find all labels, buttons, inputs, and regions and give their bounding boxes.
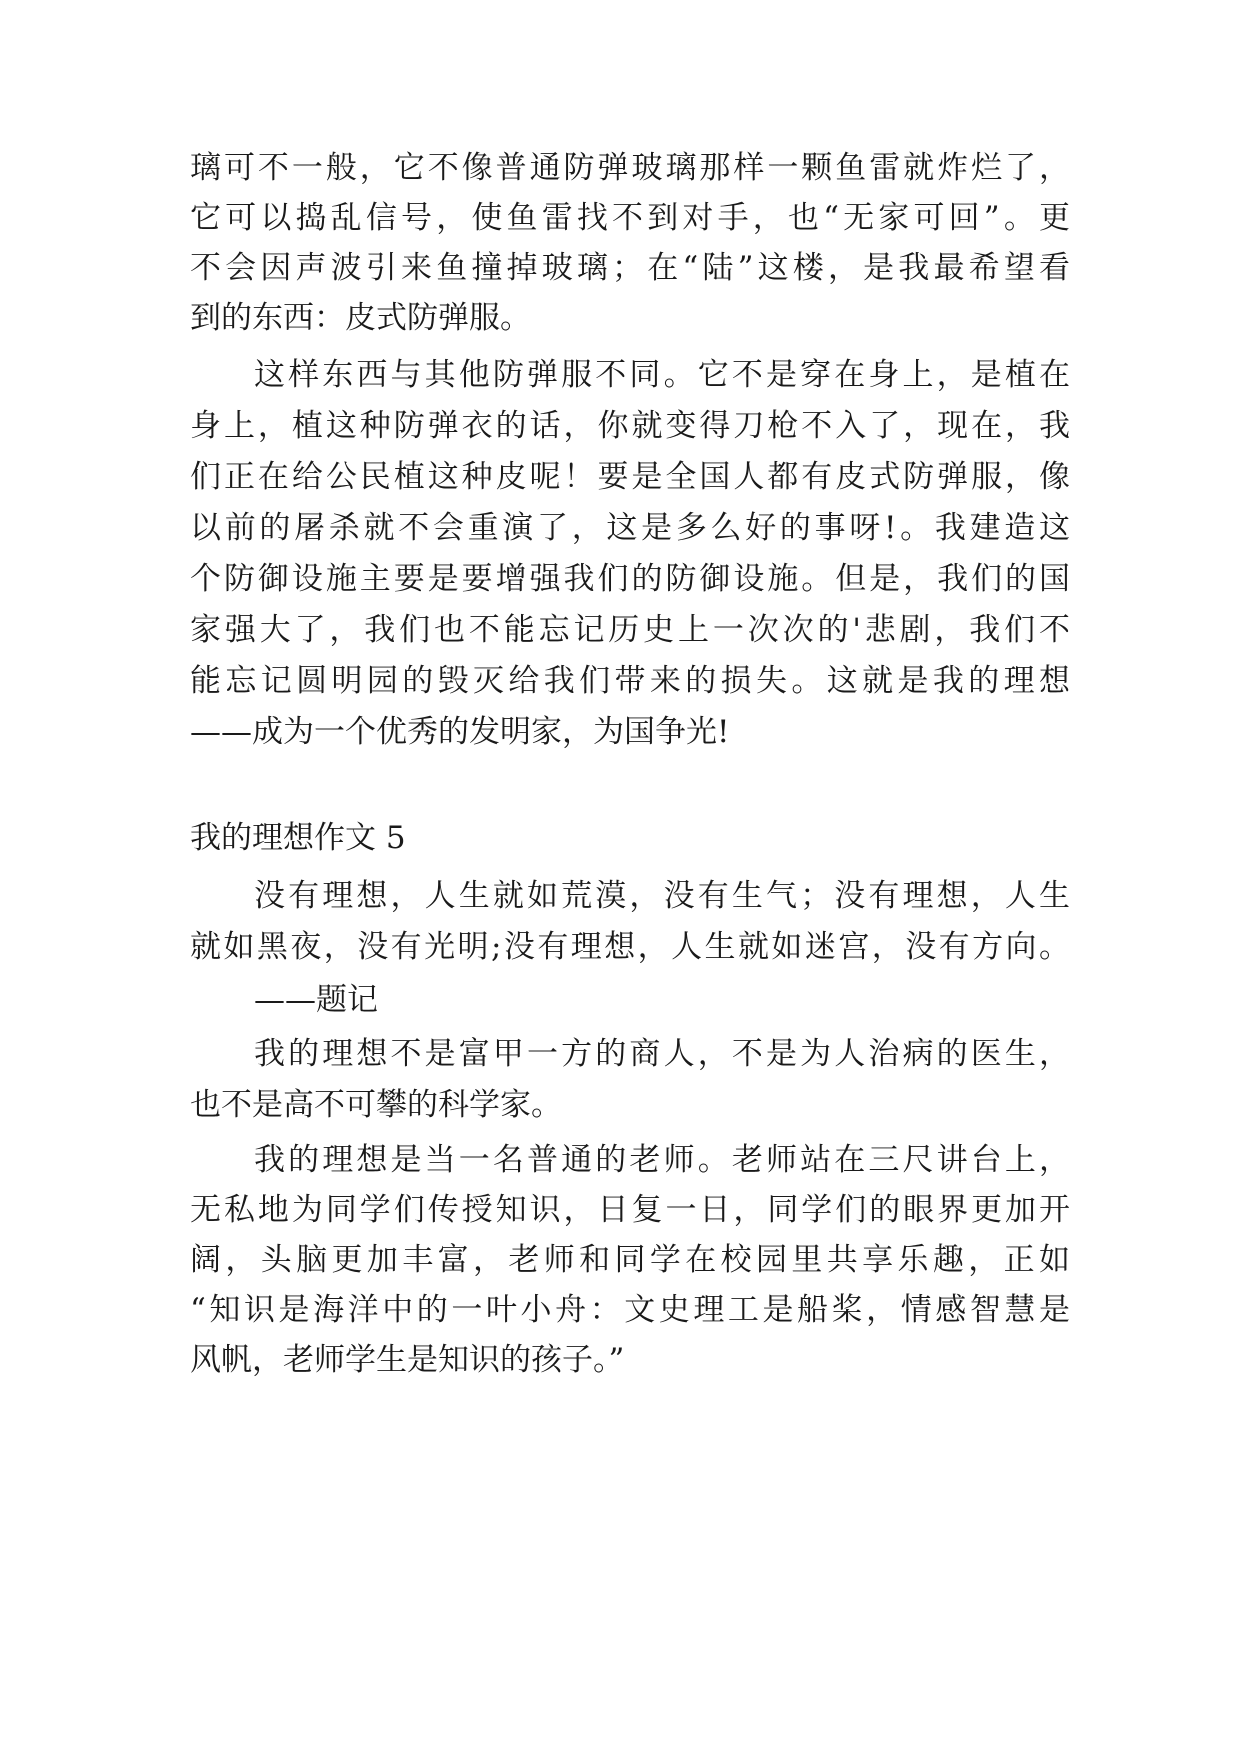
paragraph-line: 就如黑夜，没有光明;没有理想，人生就如迷宫，没有方向。 — [190, 929, 1070, 965]
paragraph-line: 没有理想，人生就如荒漠，没有生气；没有理想，人生 — [254, 878, 1070, 914]
paragraph-line: 风帆，老师学生是知识的孩子。” — [190, 1342, 625, 1378]
paragraph-line: 无私地为同学们传授知识，日复一日，同学们的眼界更加开 — [190, 1192, 1070, 1228]
paragraph-line: 也不是高不可攀的科学家。 — [190, 1087, 562, 1123]
paragraph-line: 我的理想是当一名普通的老师。老师站在三尺讲台上， — [254, 1142, 1070, 1178]
paragraph-line: “知识是海洋中的一叶小舟：文史理工是船桨，情感智慧是 — [190, 1292, 1070, 1328]
paragraph-line: 个防御设施主要是要增强我们的防御设施。但是，我们的国 — [190, 561, 1070, 597]
paragraph-line: 璃可不一般，它不像普通防弹玻璃那样一颗鱼雷就炸烂了， — [190, 150, 1070, 186]
paragraph-line: 阔，头脑更加丰富，老师和同学在校园里共享乐趣，正如 — [190, 1242, 1070, 1278]
paragraph-line: 它可以捣乱信号，使鱼雷找不到对手，也“无家可回”。更 — [190, 200, 1070, 236]
paragraph-line: 这样东西与其他防弹服不同。它不是穿在身上，是植在 — [254, 357, 1070, 393]
epigraph-signature: ——题记 — [254, 982, 378, 1018]
paragraph-line: 到的东西：皮式防弹服。 — [190, 300, 531, 336]
paragraph-line: 不会因声波引来鱼撞掉玻璃；在“陆”这楼，是我最希望看 — [190, 250, 1070, 286]
paragraph-line: 们正在给公民植这种皮呢！要是全国人都有皮式防弹服，像 — [190, 459, 1070, 495]
section-title: 我的理想作文 5 — [190, 820, 406, 856]
paragraph-line: 家强大了，我们也不能忘记历史上一次次的'悲剧，我们不 — [190, 612, 1070, 648]
paragraph-line: ——成为一个优秀的发明家，为国争光! — [190, 714, 730, 750]
paragraph-line: 身上，植这种防弹衣的话，你就变得刀枪不入了，现在，我 — [190, 408, 1070, 444]
paragraph-line: 我的理想不是富甲一方的商人，不是为人治病的医生， — [254, 1036, 1070, 1072]
paragraph-line: 以前的屠杀就不会重演了，这是多么好的事呀!。我建造这 — [190, 510, 1070, 546]
paragraph-line: 能忘记圆明园的毁灭给我们带来的损失。这就是我的理想 — [190, 663, 1070, 699]
